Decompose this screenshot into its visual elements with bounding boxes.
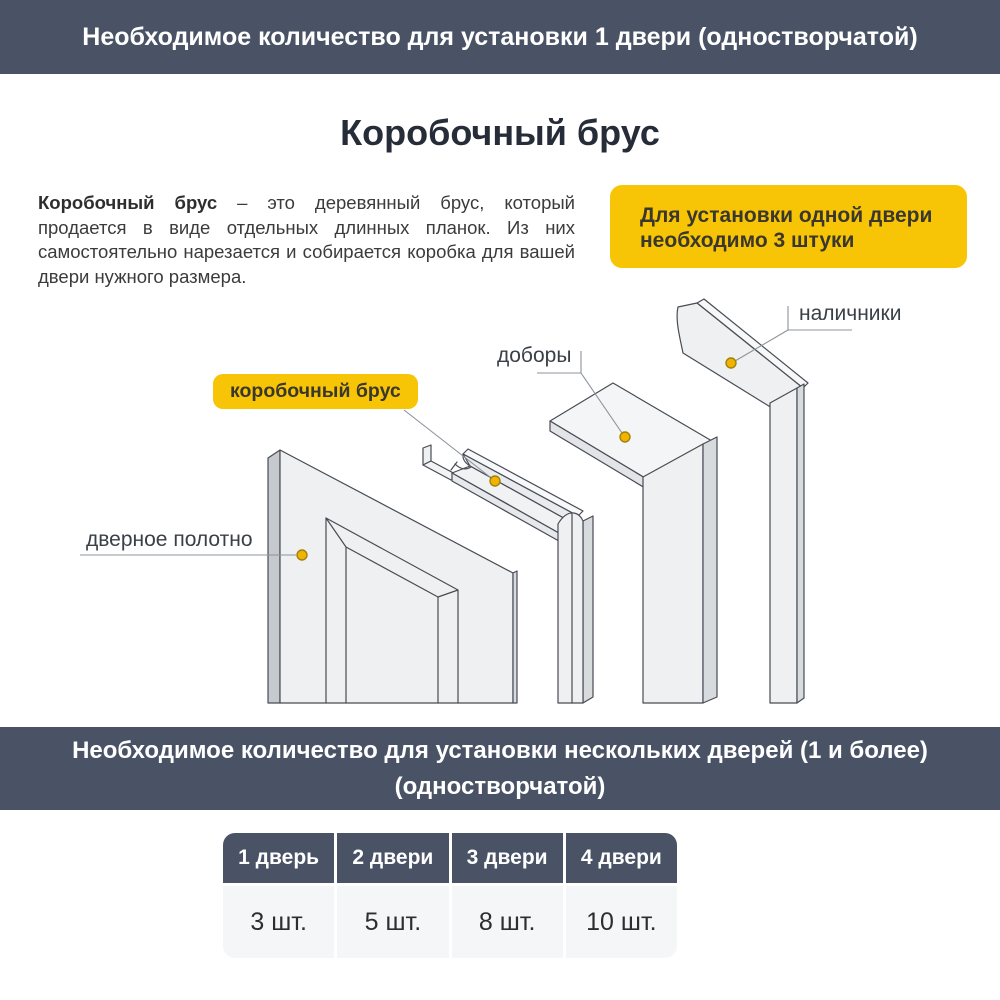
door-leaf-label: дверное полотно — [86, 528, 253, 551]
table-header-cell: 2 двери — [337, 833, 448, 883]
door-leaf-callout-dot — [297, 550, 307, 560]
box-timber-label: коробочный брус — [213, 374, 418, 409]
architraves-label: наличники — [799, 302, 902, 325]
info-badge-line1: Для установки одной двери — [640, 204, 933, 227]
table-header-cell: 3 двери — [452, 833, 563, 883]
table-value-cell: 8 шт. — [452, 886, 563, 958]
extensions-label: доборы — [497, 344, 572, 367]
extensions-callout-dot — [620, 432, 630, 442]
bottom-banner-line2: (одностворчатой) — [394, 772, 606, 800]
table-value-cell: 10 шт. — [566, 886, 677, 958]
table-header-cell: 1 дверь — [223, 833, 334, 883]
box-timber-callout-dot — [490, 476, 500, 486]
box-timber-callout-line — [404, 410, 490, 477]
top-banner-text: Необходимое количество для установки 1 двери (одностворчатой) — [82, 22, 918, 51]
jamb-shape — [558, 513, 593, 703]
intro-lead: Коробочный брус — [38, 192, 218, 213]
table-header-cell: 4 двери — [566, 833, 677, 883]
info-badge-line2: необходимо 3 штуки — [640, 229, 855, 252]
page-title: Коробочный брус — [340, 112, 660, 153]
table-value-cell: 5 шт. — [337, 886, 448, 958]
bottom-banner-line1: Необходимое количество для установки нескольких дверей (1 и более) — [72, 736, 928, 764]
quantity-table — [223, 833, 677, 958]
table-value-cell: 3 шт. — [223, 886, 334, 958]
intro-rest: – это деревянный брус, который продается в виде отдельных длинных планок. Из них самостоятельно нарезается и собирается коробка для вашей двери нужного размера. — [38, 192, 575, 287]
architraves-callout-dot — [726, 358, 736, 368]
